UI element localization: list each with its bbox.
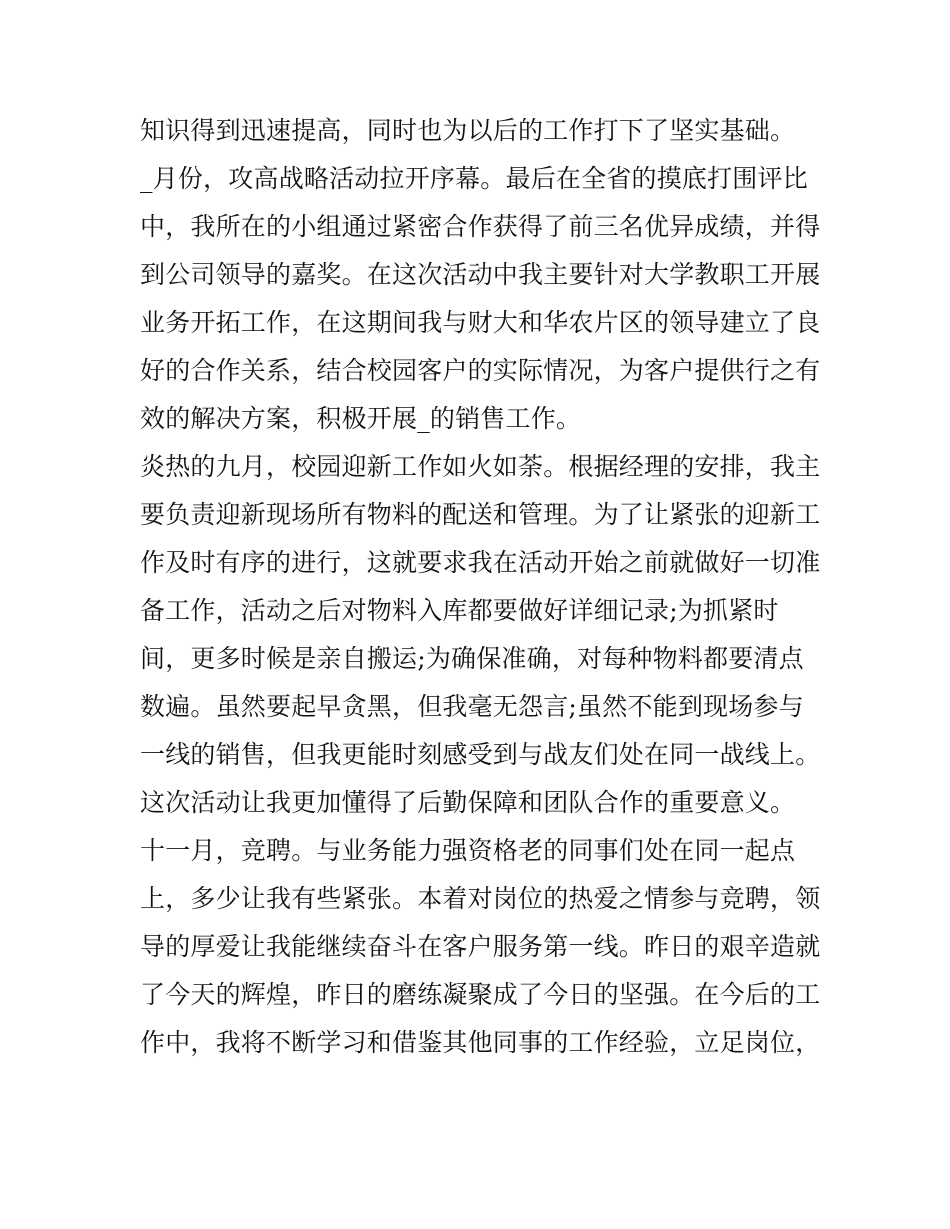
text-line: 业务开拓工作，在这期间我与财大和华农片区的领导建立了良 — [140, 308, 821, 337]
text-line: 导的厚爱让我能继续奋斗在客户服务第一线。昨日的艰辛造就 — [140, 932, 821, 961]
text-line: 好的合作关系，结合校园客户的实际情况，为客户提供行之有 — [140, 356, 821, 385]
text-line: 炎热的九月，校园迎新工作如火如荼。根据经理的安排，我主 — [140, 452, 821, 481]
body-text — [140, 107, 820, 1067]
text-line: 作中，我将不断学习和借鉴其他同事的工作经验，立足岗位， — [140, 1028, 821, 1057]
text-line: 效的解决方案，积极开展_的销售工作。 — [140, 404, 582, 433]
text-line: 备工作，活动之后对物料入库都要做好详细记录;为抓紧时 — [140, 596, 779, 625]
text-line: 要负责迎新现场所有物料的配送和管理。为了让紧张的迎新工 — [140, 500, 821, 529]
text-line: 上，多少让我有些紧张。本着对岗位的热爱之情参与竞聘，领 — [140, 884, 821, 913]
text-line: 了今天的辉煌，昨日的磨练凝聚成了今日的坚强。在今后的工 — [140, 980, 821, 1009]
text-line: 数遍。虽然要起早贪黑，但我毫无怨言;虽然不能到现场参与 — [140, 692, 804, 721]
text-line: 十一月，竞聘。与业务能力强资格老的同事们处在同一起点 — [140, 836, 796, 865]
text-line: 间，更多时候是亲自搬运;为确保准确，对每种物料都要清点 — [140, 644, 804, 673]
text-line: 一线的销售，但我更能时刻感受到与战友们处在同一战线上。 — [140, 740, 821, 769]
text-line: 这次活动让我更加懂得了后勤保障和团队合作的重要意义。 — [140, 788, 796, 817]
text-line: 知识得到迅速提高，同时也为以后的工作打下了坚实基础。 — [140, 116, 796, 145]
text-line: 中，我所在的小组通过紧密合作获得了前三名优异成绩，并得 — [140, 212, 821, 241]
text-line: 到公司领导的嘉奖。在这次活动中我主要针对大学教职工开展 — [140, 260, 821, 289]
text-line: _月份，攻高战略活动拉开序幕。最后在全省的摸底打围评比 — [140, 164, 808, 193]
text-line: 作及时有序的进行，这就要求我在活动开始之前就做好一切准 — [140, 548, 821, 577]
